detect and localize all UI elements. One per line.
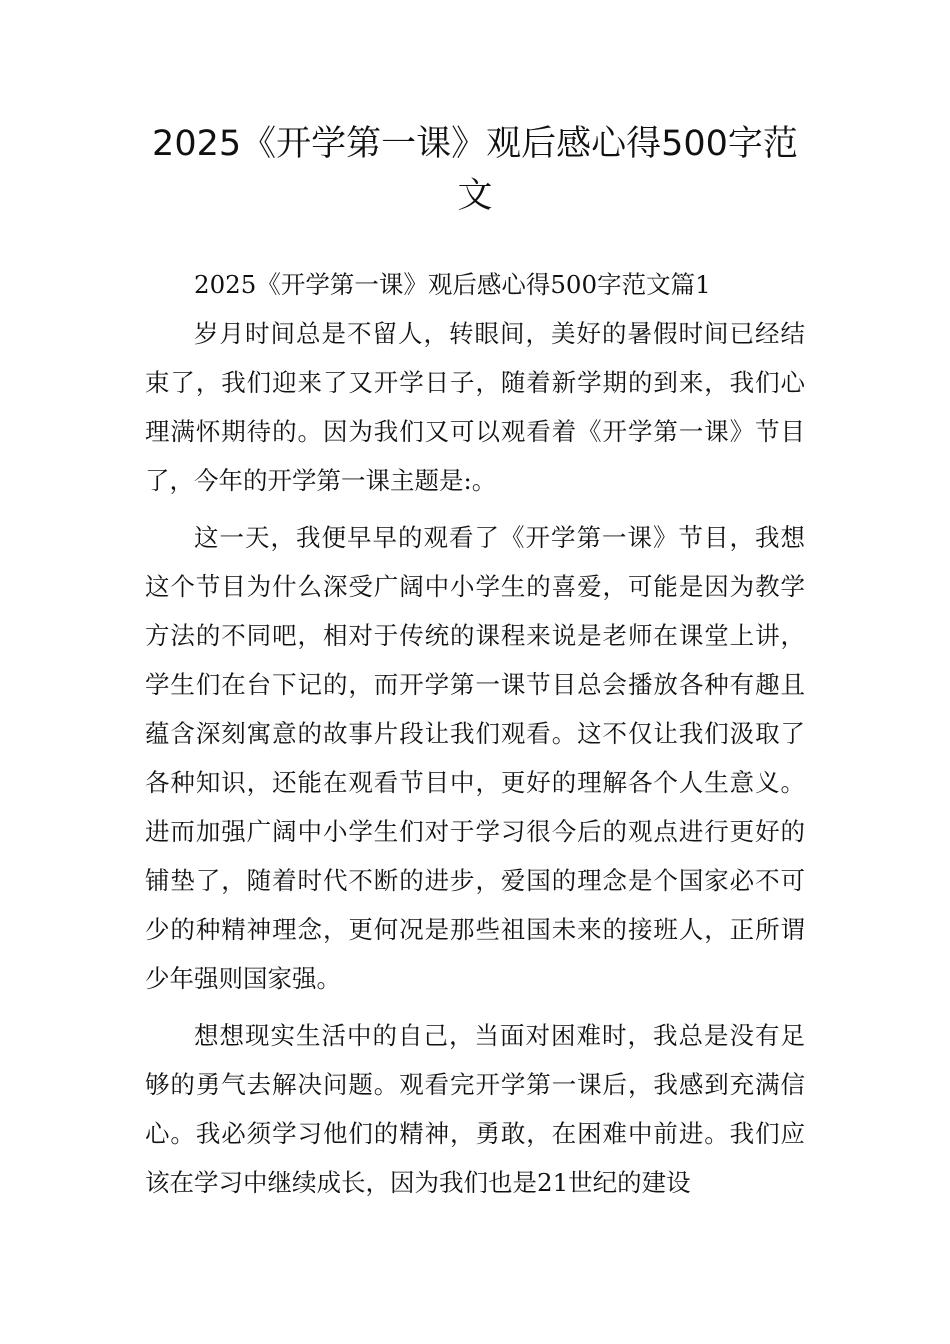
paragraph-2: 这一天，我便早早的观看了《开学第一课》节目，我想这个节目为什么深受广阔中小学生的喜爱，可能是因为教学方法的不同吧，相对于传统的课程来说是老师在课堂上讲，学生们在台下记的，而开学第一课节目总会播放各种有趣且蕴含深刻寓意的故事片段让我们观看。这不仅让我们汲取了各种知识，还能在观看节目中，更好的理解各个人生意义。进而加强广阔中小学生们对于学习很今后的观点进行更好的铺垫了，随着时代不断的进步，爱国的理念是个国家必不可少的种精神理念，更何况是那些祖国未来的接班人，正所谓少年强则国家强。 xyxy=(145,523,805,993)
paragraph-1: 岁月时间总是不留人，转眼间，美好的暑假时间已经结束了，我们迎来了又开学日子，随着新学期的到来，我们心理满怀期待的。因为我们又可以观看着《开学第一课》节目了，今年的开学第一课主题是:。 xyxy=(145,319,805,495)
document-body xyxy=(145,260,805,1207)
paragraph-3: 想想现实生活中的自己，当面对困难时，我总是没有足够的勇气去解决问题。观看完开学第一课后，我感到充满信心。我必须学习他们的精神，勇敢，在困难中前进。我们应该在学习中继续成长，因为我们也是21世纪的建设 xyxy=(145,1021,805,1197)
document-title: 2025《开学第一课》观后感心得500字范文 xyxy=(152,124,798,216)
section-subheading: 2025《开学第一课》观后感心得500字范文篇1 xyxy=(194,270,711,299)
